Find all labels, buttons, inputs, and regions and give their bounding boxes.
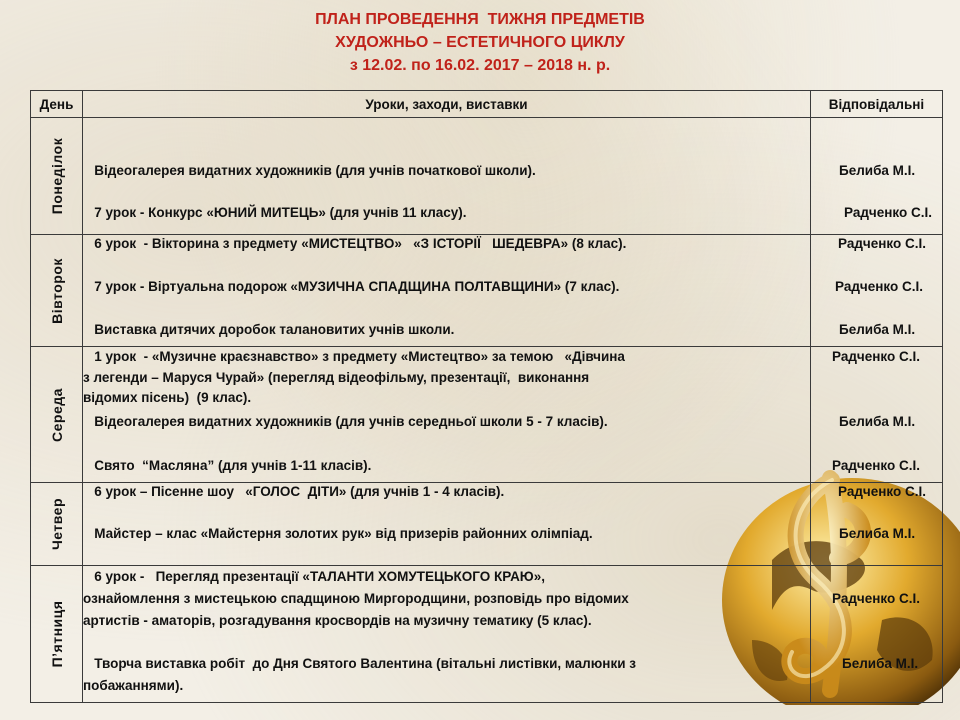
title-line-1: ПЛАН ПРОВЕДЕННЯ ТИЖНЯ ПРЕДМЕТІВ bbox=[315, 11, 645, 28]
day-name: Четвер bbox=[48, 497, 65, 551]
header-day: День bbox=[31, 91, 83, 118]
responsible-name: Радченко С.І. bbox=[838, 236, 926, 251]
activities-cell bbox=[83, 483, 811, 566]
day-row-tuesday bbox=[31, 235, 943, 347]
activity-line: Відеогалерея видатних художників (для учнів початкової школи). bbox=[83, 163, 536, 178]
plan-table bbox=[30, 90, 943, 703]
activity-line: Виставка дитячих доробок талановитих учнів школи. bbox=[83, 322, 455, 337]
responsible-cell bbox=[811, 347, 943, 483]
activity-line: 7 урок - Віртуальна подорож «МУЗИЧНА СПАДЩИНА ПОЛТАВЩИНИ» (7 клас). bbox=[83, 279, 620, 294]
header-activities: Уроки, заходи, виставки bbox=[83, 91, 811, 118]
day-name: П’ятниця bbox=[48, 600, 65, 668]
day-name: Середа bbox=[48, 387, 65, 442]
responsible-name: Белиба М.І. bbox=[839, 163, 916, 178]
activity-line: Свято “Масляна” (для учнів 1-11 класів). bbox=[83, 458, 372, 473]
day-row-friday bbox=[31, 566, 943, 703]
day-cell bbox=[31, 235, 83, 347]
day-name: Понеділок bbox=[48, 137, 65, 215]
day-cell bbox=[31, 483, 83, 566]
activity-line: відомих пісень) (9 клас). bbox=[83, 390, 252, 405]
page-title bbox=[0, 8, 960, 77]
activity-line: 7 урок - Конкурс «ЮНИЙ МИТЕЦЬ» (для учнів 11 класу). bbox=[83, 205, 467, 220]
activity-line: ознайомлення з мистецькою спадщиною Миргородщини, розповідь про відомих bbox=[83, 591, 629, 606]
responsible-name: Белиба М.І. bbox=[839, 414, 916, 429]
activity-line: з легенди – Маруся Чурай» (перегляд відеофільму, презентації, виконання bbox=[83, 370, 590, 385]
responsible-name: Белиба М.І. bbox=[839, 322, 916, 337]
day-name: Вівторок bbox=[48, 257, 65, 324]
day-cell bbox=[31, 118, 83, 235]
activity-line: 6 урок - Перегляд презентації «ТАЛАНТИ ХОМУТЕЦЬКОГО КРАЮ», bbox=[83, 569, 545, 584]
responsible-cell bbox=[811, 483, 943, 566]
header-row bbox=[31, 91, 943, 118]
activities-cell bbox=[83, 566, 811, 703]
activities-cell bbox=[83, 235, 811, 347]
activity-line: 6 урок – Пісенне шоу «ГОЛОС ДІТИ» (для учнів 1 - 4 класів). bbox=[83, 484, 505, 499]
responsible-name: Радченко С.І. bbox=[832, 349, 920, 364]
responsible-cell bbox=[811, 118, 943, 235]
activities-cell bbox=[83, 118, 811, 235]
title-line-3: з 12.02. по 16.02. 2017 – 2018 н. р. bbox=[349, 57, 611, 74]
activity-line: Творча виставка робіт до Дня Святого Валентина (вітальні листівки, малюнки з bbox=[83, 656, 636, 671]
day-cell bbox=[31, 347, 83, 483]
day-row-wednesday bbox=[31, 347, 943, 483]
activity-line: артистів - аматорів, розгадування кросвордів на музичну тематику (5 клас). bbox=[83, 613, 592, 628]
activity-line: Відеогалерея видатних художників (для учнів середньої школи 5 - 7 класів). bbox=[83, 414, 608, 429]
responsible-cell bbox=[811, 566, 943, 703]
responsible-cell bbox=[811, 235, 943, 347]
responsible-name: Радченко С.І. bbox=[832, 591, 920, 606]
day-cell bbox=[31, 566, 83, 703]
responsible-name: Белиба М.І. bbox=[842, 656, 919, 671]
activity-line: 6 урок - Вікторина з предмету «МИСТЕЦТВО» «З ІСТОРІЇ ШЕДЕВРА» (8 клас). bbox=[83, 236, 627, 251]
activity-line: 1 урок - «Музичне краєзнавство» з предмету «Мистецтво» за темою «Дівчина bbox=[83, 349, 625, 364]
header-responsible: Відповідальні bbox=[811, 91, 943, 118]
activities-cell bbox=[83, 347, 811, 483]
responsible-name: Белиба М.І. bbox=[839, 526, 916, 541]
responsible-name: Радченко С.І. bbox=[844, 205, 932, 220]
responsible-name: Радченко С.І. bbox=[838, 484, 926, 499]
responsible-name: Радченко С.І. bbox=[835, 279, 923, 294]
day-row-thursday bbox=[31, 483, 943, 566]
day-row-monday bbox=[31, 118, 943, 235]
activity-line: Майстер – клас «Майстерня золотих рук» від призерів районних олімпіад. bbox=[83, 526, 593, 541]
responsible-name: Радченко С.І. bbox=[832, 458, 920, 473]
title-line-2: ХУДОЖНЬО – ЕСТЕТИЧНОГО ЦИКЛУ bbox=[335, 34, 625, 51]
activity-line: побажаннями). bbox=[83, 678, 184, 693]
